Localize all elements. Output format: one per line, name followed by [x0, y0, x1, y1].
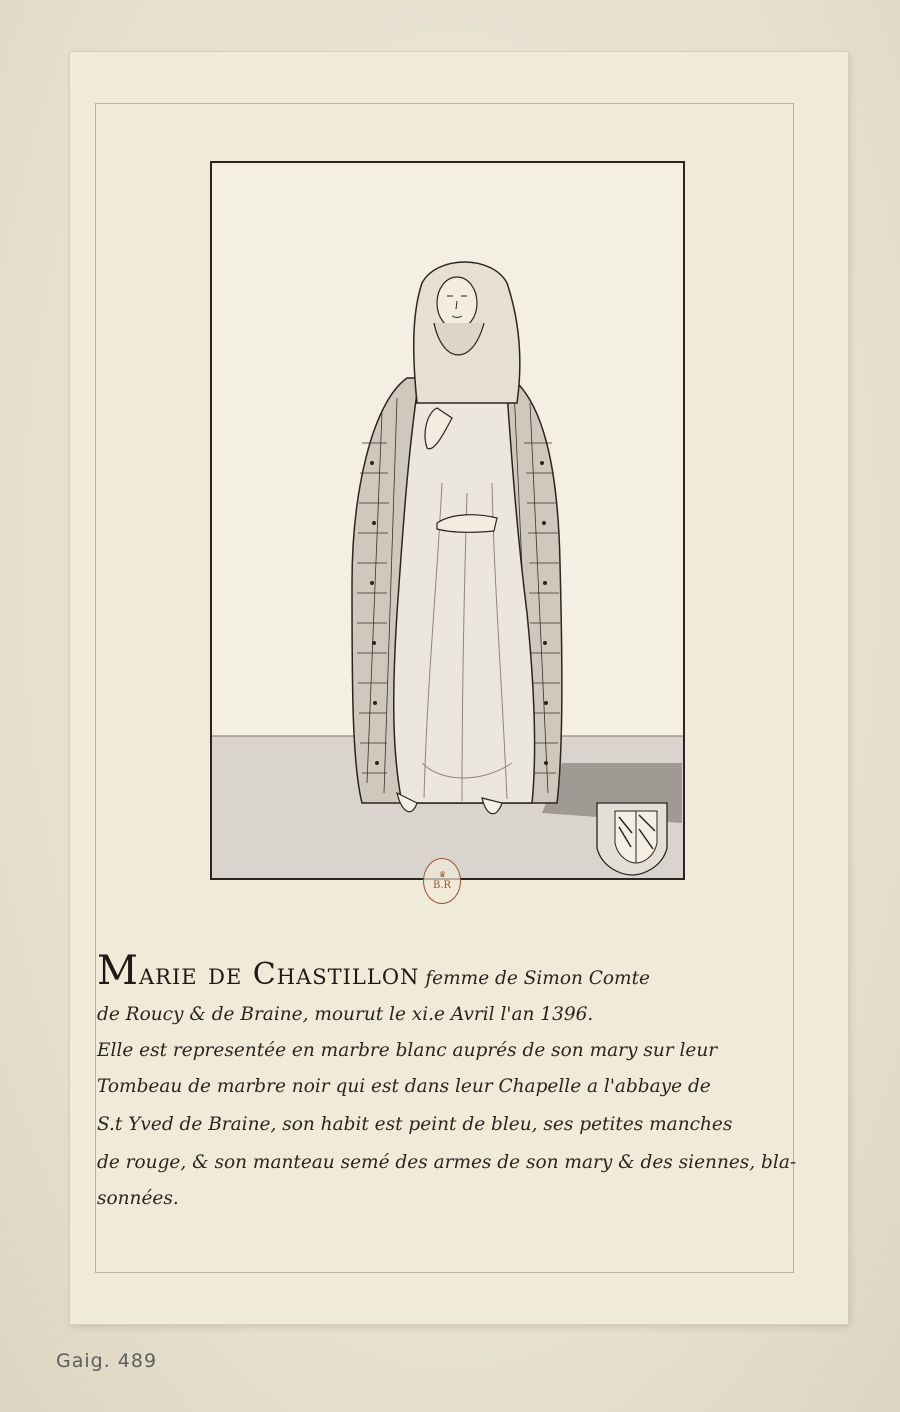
tomb-effigy-drawing [210, 161, 685, 880]
caption-line-1 [97, 948, 650, 994]
crown-icon: ♛ [438, 870, 446, 879]
stamp-text: B.R [432, 880, 452, 891]
effigy-illustration [212, 163, 683, 878]
subject-name: Marie de Chastillon [97, 948, 420, 994]
library-stamp [423, 858, 461, 904]
caption-line-7: sonnées. [97, 1188, 179, 1209]
caption-line-3: Elle est representée en marbre blanc auprés de son mary sur leur [97, 1040, 718, 1061]
shelfmark: Gaig. 489 [56, 1350, 158, 1372]
caption-line-4: Tombeau de marbre noir qui est dans leur Chapelle a l'abbaye de [97, 1076, 711, 1097]
caption-line-2: de Roucy & de Braine, mourut le xi.e Avril l'an 1396. [97, 1004, 594, 1025]
caption-line-6: de rouge, & son manteau semé des armes de son mary & des siennes, bla- [97, 1152, 797, 1173]
caption-line-5: S.t Yved de Braine, son habit est peint de bleu, ses petites manches [97, 1114, 733, 1135]
caption-line-1-tail: femme de Simon Comte [425, 968, 650, 989]
coat-of-arms-icon [597, 803, 667, 875]
